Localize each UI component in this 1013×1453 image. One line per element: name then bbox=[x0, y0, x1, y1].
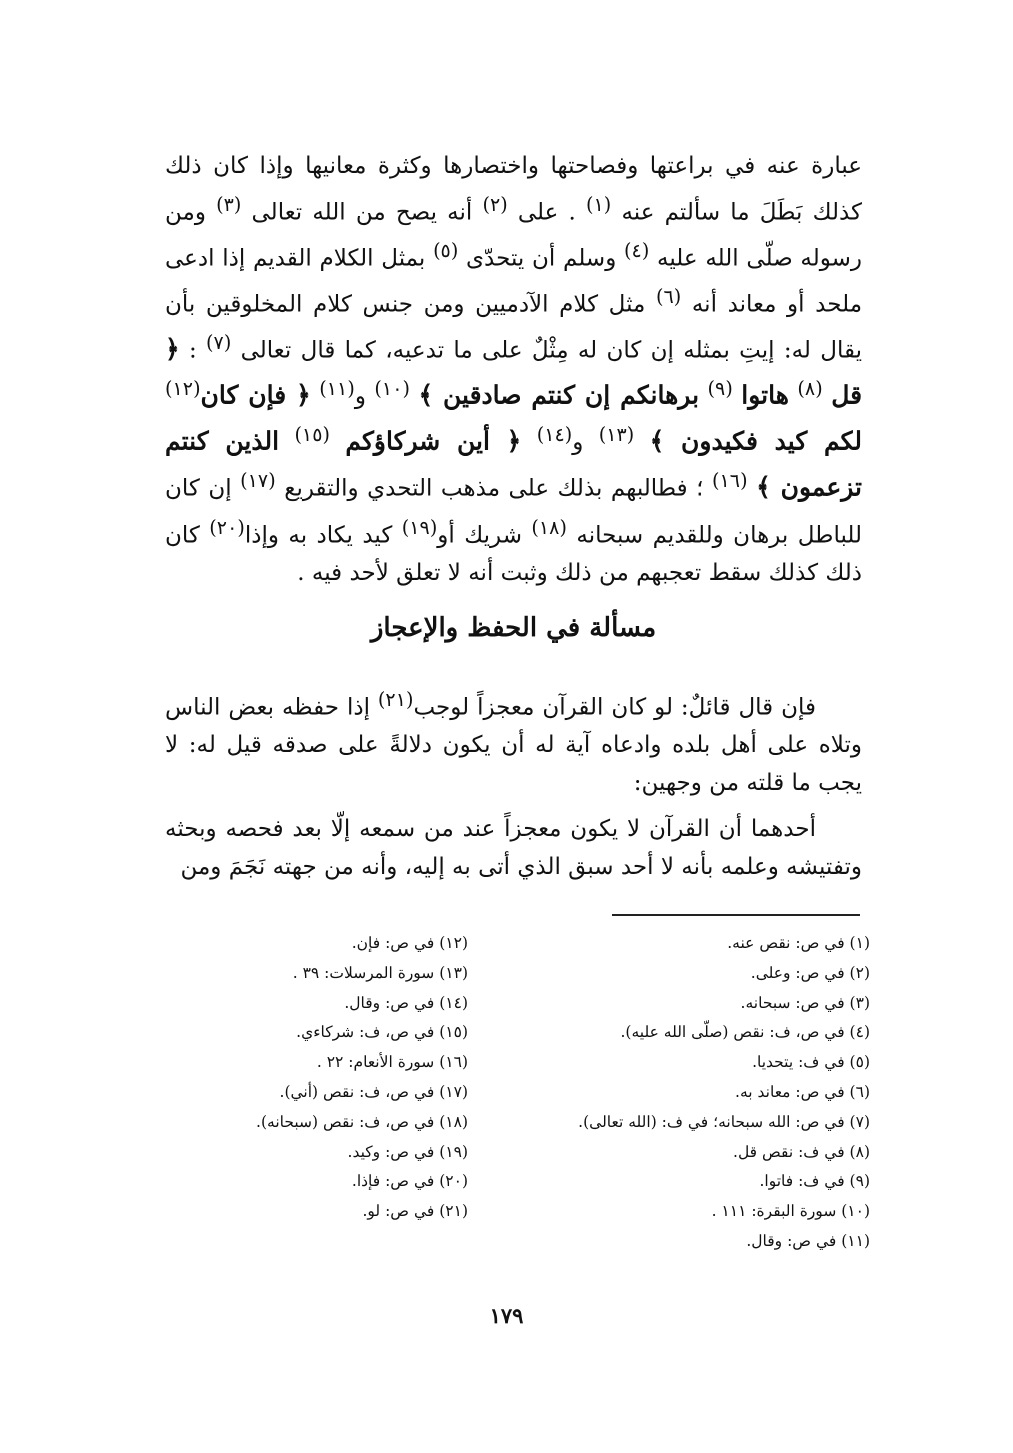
footnote-item: (٢٠) في ص: فإذا. bbox=[351, 1172, 468, 1191]
footnote-marker[interactable]: (١١) bbox=[319, 377, 355, 401]
quran-verse: ﴿ فإن كان bbox=[200, 380, 311, 410]
footnotes-column-left bbox=[138, 929, 468, 1227]
footnote-item: (١٤) في ص: وقال. bbox=[344, 993, 468, 1012]
text-run: مثل كلام الآدميين ومن جنس كلام المخلوقين بأن يقال له: إيتِ بمثله إن كان له مِثْلٌ على ما تدعيه، كما قال تعالى bbox=[165, 291, 862, 364]
footnote-item: (٢) في ص: وعلى. bbox=[750, 963, 870, 982]
footnote-marker[interactable]: (١٤) bbox=[536, 423, 573, 447]
main-paragraph-1 bbox=[165, 148, 862, 592]
footnote-item: (١٠) سورة البقرة: ١١١ . bbox=[711, 1202, 870, 1221]
footnote-item: (١٨) في ص، ف: نقص (سبحانه). bbox=[256, 1112, 468, 1131]
footnote-item: (١٥) في ص، ف: شركاءي. bbox=[296, 1023, 468, 1042]
quran-verse: لكم كيد فكيدون ﴾ bbox=[649, 426, 863, 456]
quran-verse: الذين كنتم تزعمون ﴾ bbox=[165, 426, 863, 503]
text-run: كيد يكاد به وإذا bbox=[244, 522, 393, 549]
text-run: فإن قال قائلٌ: لو كان القرآن معجزاً لوجب bbox=[413, 694, 816, 721]
footnote-marker[interactable]: (١٦) bbox=[712, 469, 748, 493]
text-run: عبارة عنه في براعتها وفصاحتها واختصارها وكثرة معانيها وإذا كان ذلك كذلك بَطَلَ ما سألتم عنه bbox=[165, 153, 863, 226]
text-run: بمثل الكلام القديم إذا ادعى ملحد أو معاند أنه bbox=[165, 245, 863, 318]
footnote-item: (١٩) في ص: وكيد. bbox=[347, 1142, 468, 1161]
main-paragraph-2 bbox=[165, 681, 862, 802]
paragraph-text bbox=[165, 148, 862, 592]
quran-verse: برهانكم إن كنتم صادقين ﴾ bbox=[418, 380, 700, 410]
footnote-marker[interactable]: (٣) bbox=[216, 192, 242, 216]
footnote-marker[interactable]: (٥) bbox=[433, 238, 459, 262]
footnote-marker[interactable]: (١٣) bbox=[598, 423, 635, 447]
footnote-item: (٨) في ف: نقص قل. bbox=[733, 1142, 870, 1161]
footnote-item: (١٢) في ص: فإن. bbox=[351, 934, 468, 952]
footnote-item: (١٧) في ص، ف: نقص (أني). bbox=[279, 1082, 468, 1101]
footnote-item: (٦) في ص: معاند به. bbox=[735, 1082, 870, 1101]
footnote-marker[interactable]: (١٥) bbox=[294, 423, 330, 447]
text-run: شريك أو bbox=[437, 522, 522, 549]
footnote-item: (٤) في ص، ف: نقص (صلّى الله عليه). bbox=[620, 1023, 870, 1042]
text-run: : bbox=[188, 337, 197, 364]
footnote-separator bbox=[612, 914, 860, 916]
text-run: وسلم أن يتحدّى bbox=[466, 245, 617, 272]
text-run: إن كان للباطل برهان وللقديم سبحانه bbox=[165, 476, 863, 549]
footnote-item: (١٣) سورة المرسلات: ٣٩ . bbox=[292, 963, 468, 982]
footnote-item: (٧) في ص: الله سبحانه؛ في ف: (الله تعالى). bbox=[578, 1112, 870, 1131]
footnote-marker[interactable]: (٦) bbox=[655, 284, 682, 308]
footnote-item: (٣) في ص: سبحانه. bbox=[740, 993, 870, 1012]
text-run: إذا حفظه بعض الناس وتلاه على أهل بلده وادعاه آية له أن يكون دلالةً على صدقه قيل له: لا يجب ما قلته من وجهين: bbox=[165, 694, 862, 796]
footnote-marker[interactable]: (٨) bbox=[797, 377, 823, 401]
footnote-marker[interactable]: (١٩) bbox=[401, 515, 438, 539]
quran-verse: ﴿ أين شركاؤكم bbox=[345, 426, 522, 456]
text-run: أحدهما أن القرآن لا يكون معجزاً عند من سمعه إلّا بعد فحصه وبحثه وتفتيشه وعلمه بأنه لا أحد سبق الذي أتى به إليه، وأنه من جهته نَجَمَ ومن bbox=[165, 816, 862, 880]
footnote-item: (١) في ص: نقص عنه. bbox=[727, 934, 870, 952]
footnote-marker[interactable]: (٢٠) bbox=[209, 515, 245, 539]
footnotes-column-right bbox=[540, 929, 870, 1257]
text-run: كان ذلك كذلك سقط تعجبهم من ذلك وثبت أنه لا تعلق لأحد فيه . bbox=[165, 522, 862, 586]
footnote-marker[interactable]: (١٢) bbox=[165, 377, 201, 401]
footnote-marker[interactable]: (٢) bbox=[482, 192, 508, 216]
footnote-marker[interactable]: (٩) bbox=[707, 377, 733, 401]
footnote-marker[interactable]: (٢١) bbox=[377, 688, 414, 711]
text-run: أنه يصح من الله تعالى bbox=[251, 199, 473, 226]
footnote-item: (١٦) سورة الأنعام: ٢٢ . bbox=[316, 1053, 468, 1072]
quran-verse: هاتوا bbox=[741, 380, 789, 410]
section-heading: مسألة في الحفظ والإعجاز bbox=[370, 613, 657, 643]
footnote-marker[interactable]: (٧) bbox=[206, 330, 232, 354]
text-run: ؛ فطالبهم بذلك على مذهب التحدي والتقريع bbox=[284, 476, 704, 503]
text-run: و bbox=[572, 429, 584, 456]
text-run: . على bbox=[517, 199, 576, 226]
quran-verse: ﴿ قل bbox=[165, 334, 863, 410]
footnote-item: (٥) في ف: يتحديا. bbox=[752, 1053, 870, 1072]
footnote-marker[interactable]: (١٠) bbox=[374, 377, 410, 401]
main-paragraph-3 bbox=[165, 811, 862, 886]
text-run: و bbox=[354, 383, 366, 410]
footnote-item: (١١) في ص: وقال. bbox=[746, 1231, 870, 1250]
footnote-marker[interactable]: (١٨) bbox=[531, 515, 567, 539]
page-number: ١٧٩ bbox=[489, 1303, 524, 1328]
footnote-marker[interactable]: (٤) bbox=[624, 238, 650, 262]
footnote-item: (٩) في ف: فاتوا. bbox=[759, 1172, 870, 1191]
footnote-marker[interactable]: (١) bbox=[586, 192, 612, 216]
footnote-marker[interactable]: (١٧) bbox=[240, 469, 276, 493]
text-run: ومن رسوله صلّى الله عليه bbox=[165, 199, 863, 272]
footnote-item: (٢١) في ص: لو. bbox=[362, 1202, 468, 1221]
